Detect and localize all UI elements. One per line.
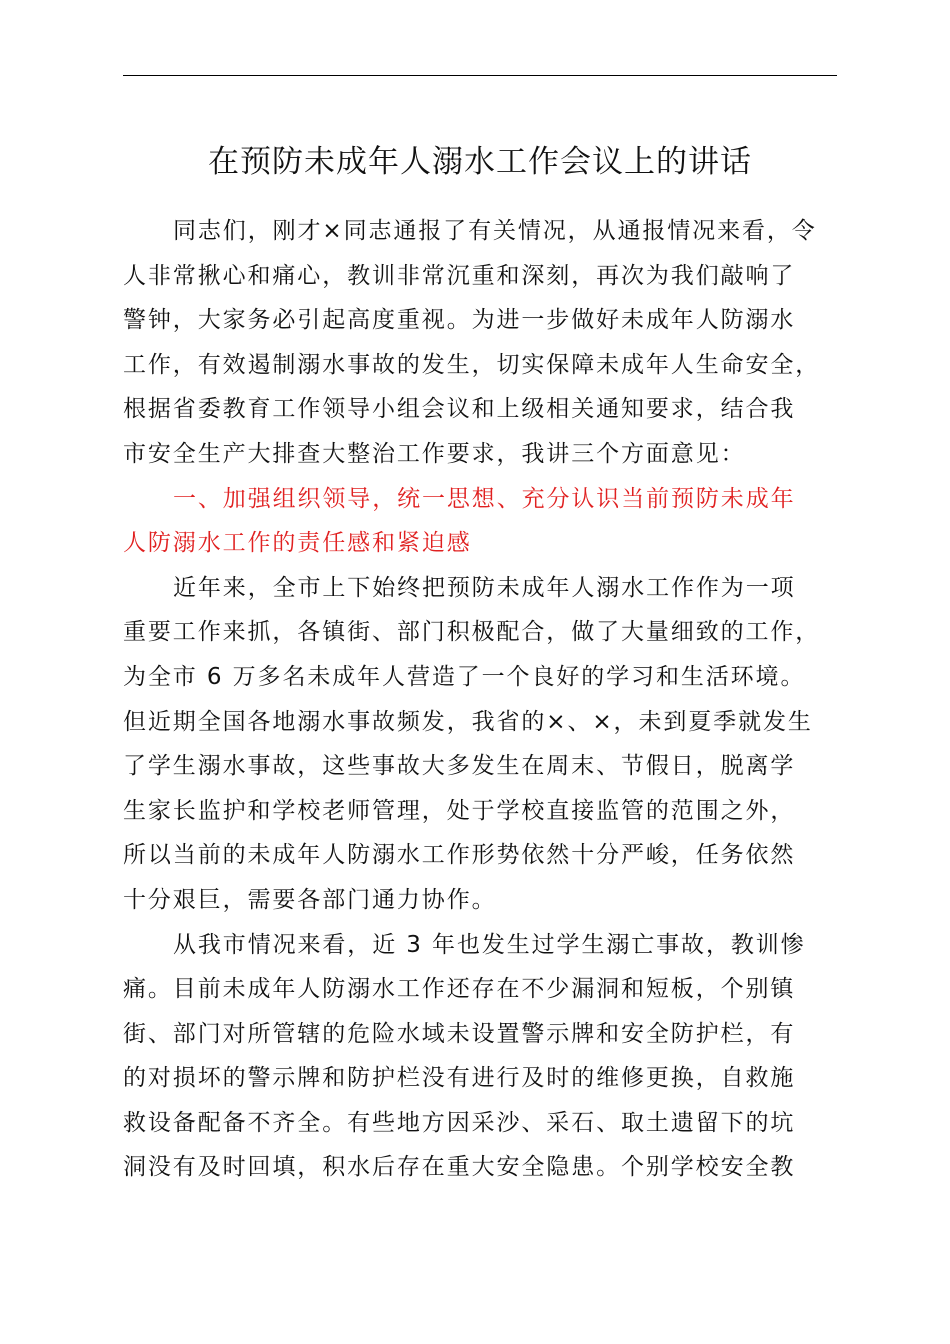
text-line: 生家长监护和学校老师管理，处于学校直接监管的范围之外， <box>123 797 796 824</box>
text-line: 街、部门对所管辖的危险水域未设置警示牌和安全防护栏，有 <box>123 1020 796 1047</box>
text-line: 救设备配备不齐全。有些地方因采沙、采石、取土遗留下的坑 <box>123 1109 796 1136</box>
body-paragraph <box>123 923 845 1191</box>
text-line: 洞没有及时回填，积水后存在重大安全隐患。个别学校安全教 <box>123 1154 796 1181</box>
text-line: 近年来，全市上下始终把预防未成年人溺水工作作为一项 <box>173 574 796 601</box>
text-line: 但近期全国各地溺水事故频发，我省的×、×，未到夏季就发生 <box>123 708 813 735</box>
text-line: 了学生溺水事故，这些事故大多发生在周末、节假日，脱离学 <box>123 753 796 780</box>
text-line: 工作，有效遏制溺水事故的发生，切实保障未成年人生命安全， <box>123 351 821 378</box>
text-line: 人防溺水工作的责任感和紧迫感 <box>123 530 472 557</box>
text-line: 人非常揪心和痛心，教训非常沉重和深刻，再次为我们敲响了 <box>123 262 796 289</box>
document-body <box>123 209 845 1190</box>
text-line: 根据省委教育工作领导小组会议和上级相关通知要求，结合我 <box>123 396 796 423</box>
text-line: 重要工作来抓，各镇街、部门积极配合，做了大量细致的工作， <box>123 619 821 646</box>
top-divider <box>123 75 837 76</box>
section-heading <box>123 477 845 566</box>
text-line: 十分艰巨，需要各部门通力协作。 <box>123 886 497 913</box>
text-line: 的对损坏的警示牌和防护栏没有进行及时的维修更换，自救施 <box>123 1065 796 1092</box>
text-line: 一、加强组织领导，统一思想、充分认识当前预防未成年 <box>173 485 796 512</box>
page-title: 在预防未成年人溺水工作会议上的讲话 <box>208 144 752 180</box>
text-line: 所以当前的未成年人防溺水工作形势依然十分严峻，任务依然 <box>123 842 796 869</box>
text-line: 警钟，大家务必引起高度重视。为进一步做好未成年人防溺水 <box>123 307 796 334</box>
body-paragraph <box>123 209 845 477</box>
text-line: 同志们，刚才×同志通报了有关情况，从通报情况来看，令 <box>173 218 817 244</box>
text-line: 为全市 6 万多名未成年人营造了一个良好的学习和生活环境。 <box>123 663 806 690</box>
text-line: 从我市情况来看，近 3 年也发生过学生溺亡事故，教训惨 <box>173 931 806 958</box>
text-line: 市安全生产大排查大整治工作要求，我讲三个方面意见： <box>123 440 746 467</box>
text-line: 痛。目前未成年人防溺水工作还存在不少漏洞和短板，个别镇 <box>123 976 796 1003</box>
body-paragraph <box>123 566 845 923</box>
